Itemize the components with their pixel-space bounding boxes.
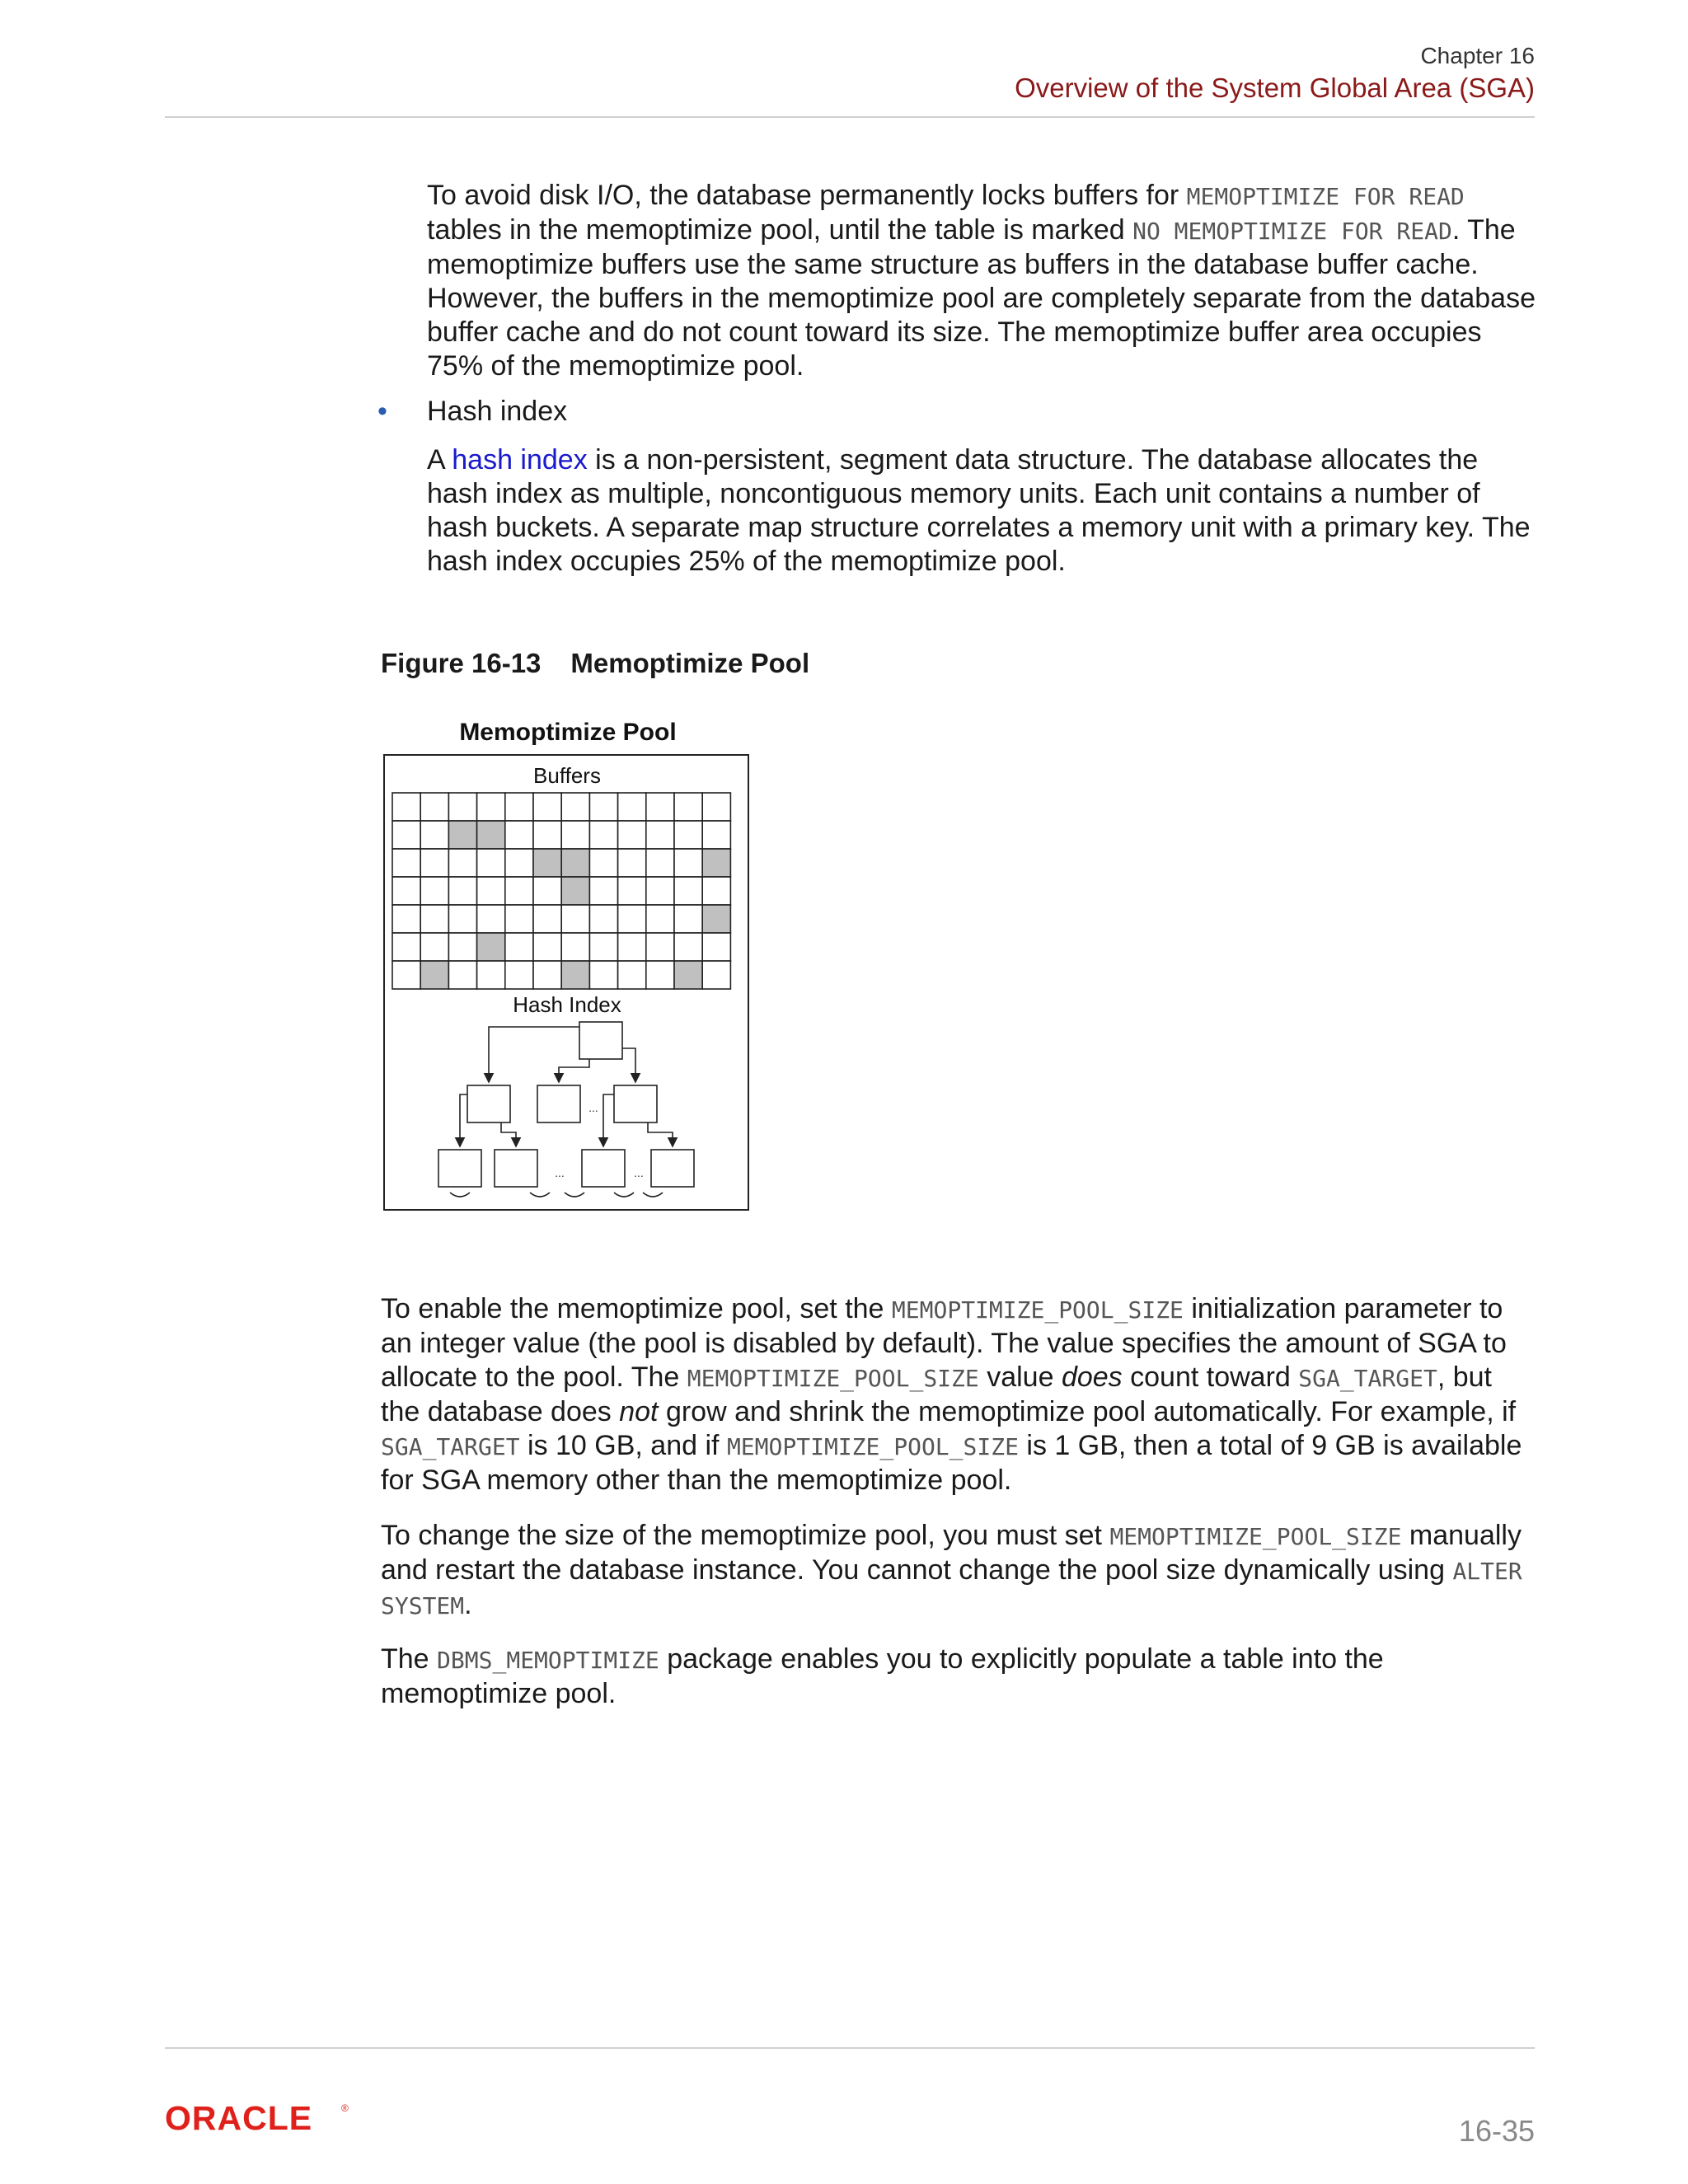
buffer-cell	[533, 793, 561, 821]
buffer-cell	[477, 877, 505, 905]
leaf-node	[438, 1150, 481, 1187]
buffer-cell	[533, 961, 561, 989]
text: manually and restart the database instance. You cannot change the pool size dynamically using	[381, 1520, 1522, 1586]
chapter-label: Chapter 16	[1420, 43, 1535, 68]
footer-divider	[165, 2047, 1535, 2049]
buffers-grid	[392, 793, 730, 989]
buffer-cell	[420, 905, 448, 933]
text: To avoid disk I/O, the database permanently locks buffers for	[427, 180, 1187, 211]
text: initialization parameter to an integer value (the pool is disabled by default). The value specifies the amount of SGA to allocate to the pool. The	[381, 1293, 1507, 1393]
buffer-cell	[618, 933, 646, 961]
buffer-cell	[589, 849, 617, 877]
buffer-cell	[646, 821, 674, 849]
bullet-marker: •	[377, 396, 387, 427]
ellipsis: ...	[634, 1166, 644, 1179]
buffer-cell	[420, 877, 448, 905]
buffer-cell	[533, 877, 561, 905]
buffer-cell	[448, 933, 476, 961]
text: To enable the memoptimize pool, set the	[381, 1293, 892, 1324]
buffer-cell	[392, 821, 420, 849]
buffer-cell	[674, 821, 702, 849]
ellipsis: ...	[588, 1101, 598, 1114]
buffer-cell	[477, 793, 505, 821]
buffer-cell	[505, 933, 533, 961]
buffer-cell	[561, 821, 589, 849]
buffer-cell	[702, 793, 730, 821]
hash-index-tree	[438, 1022, 694, 1197]
emphasis: not	[619, 1396, 659, 1427]
buffer-cell	[533, 821, 561, 849]
section-title: Overview of the System Global Area (SGA)	[1015, 73, 1535, 103]
text: tables in the memoptimize pool, until the table is marked	[427, 214, 1133, 246]
figure-number: Figure 16-13	[381, 648, 542, 678]
buffer-cell	[646, 905, 674, 933]
hash-index-label: Hash Index	[513, 992, 621, 1017]
leaf-node	[582, 1150, 625, 1187]
code-term: SGA_TARGET	[381, 1433, 520, 1460]
text: is 1 GB, then a total of 9 GB is available for SGA memory other than the memoptimize pool.	[381, 1430, 1522, 1496]
buffer-cell	[561, 933, 589, 961]
buffer-cell	[589, 877, 617, 905]
text: count toward	[1122, 1361, 1299, 1393]
ellipsis: ...	[555, 1166, 565, 1179]
figure-title: Memoptimize Pool	[570, 648, 810, 678]
code-term: SGA_TARGET	[1298, 1365, 1437, 1392]
buffer-cell	[420, 849, 448, 877]
page-number: 16-35	[1458, 2114, 1535, 2148]
root-node	[579, 1022, 622, 1059]
text: A	[427, 444, 452, 476]
buffers-label: Buffers	[533, 763, 601, 788]
buffer-cell	[392, 961, 420, 989]
buffer-cell-locked	[702, 849, 730, 877]
level1-node	[467, 1085, 510, 1122]
buffer-cell	[420, 793, 448, 821]
text: is 10 GB, and if	[519, 1430, 727, 1461]
buffer-cell	[674, 849, 702, 877]
buffer-cell	[448, 793, 476, 821]
paragraph-hash-index	[427, 443, 1536, 579]
buffer-cell	[392, 793, 420, 821]
buffer-cell-locked	[561, 877, 589, 905]
buffer-cell	[702, 877, 730, 905]
paragraph-change-size	[381, 1519, 1536, 1623]
text: The	[381, 1643, 438, 1675]
buffer-cell	[589, 793, 617, 821]
code-term: MEMOPTIMIZE FOR READ	[1186, 183, 1465, 210]
buffer-cell	[646, 961, 674, 989]
buffer-cell	[392, 905, 420, 933]
buffer-cell-locked	[561, 849, 589, 877]
buffer-cell	[477, 849, 505, 877]
buffer-cell	[392, 877, 420, 905]
text: is a non-persistent, segment data structure. The database allocates the hash index as multiple, noncontiguous memory units. Each unit contains a number of hash buckets. A separate map structure correlates a memory unit with a primary key. The hash index occupies 25% of the memoptimize pool.	[427, 444, 1531, 577]
buffer-cell	[702, 821, 730, 849]
text: .	[464, 1589, 472, 1620]
buffer-cell	[589, 821, 617, 849]
buffer-cell-locked	[702, 905, 730, 933]
buffer-cell	[477, 905, 505, 933]
bullet-label-hash-index: Hash index	[427, 396, 568, 427]
level1-node	[614, 1085, 657, 1122]
paragraph-dbms-package	[381, 1643, 1536, 1711]
buffer-cell	[589, 961, 617, 989]
buffer-cell	[505, 821, 533, 849]
oracle-logo-text: ORACLE	[165, 2100, 313, 2136]
buffer-cell	[477, 961, 505, 989]
buffer-cell	[674, 793, 702, 821]
code-term: MEMOPTIMIZE_POOL_SIZE	[891, 1296, 1184, 1324]
paragraph-memoptimize-buffers	[427, 179, 1536, 383]
leaf-node	[495, 1150, 537, 1187]
code-term: MEMOPTIMIZE_POOL_SIZE	[726, 1433, 1019, 1460]
buffer-cell	[646, 933, 674, 961]
diagram-title: Memoptimize Pool	[459, 719, 677, 746]
buffer-cell-locked	[420, 961, 448, 989]
code-term: ALTER SYSTEM	[381, 1558, 1522, 1619]
buffer-cell	[505, 961, 533, 989]
buffer-cell	[618, 821, 646, 849]
hash-index-link[interactable]: hash index	[452, 444, 588, 476]
buffer-cell	[618, 961, 646, 989]
text: To change the size of the memoptimize pool, you must set	[381, 1520, 1110, 1551]
code-term: MEMOPTIMIZE_POOL_SIZE	[1109, 1523, 1402, 1550]
emphasis: does	[1061, 1361, 1123, 1393]
buffer-cell-locked	[477, 933, 505, 961]
buffer-cell	[533, 905, 561, 933]
registered-mark-icon: ®	[341, 2102, 349, 2114]
code-term: DBMS_MEMOPTIMIZE	[437, 1647, 659, 1674]
buffer-cell-locked	[533, 849, 561, 877]
buffer-cell	[674, 933, 702, 961]
oracle-logo	[165, 2100, 354, 2136]
header-divider	[165, 116, 1535, 118]
buffer-cell	[589, 933, 617, 961]
buffer-cell	[618, 905, 646, 933]
buffer-cell-locked	[561, 961, 589, 989]
buffer-cell	[505, 793, 533, 821]
memoptimize-pool-diagram	[379, 710, 758, 1215]
code-term: NO MEMOPTIMIZE FOR READ	[1132, 218, 1452, 245]
leaf-node	[651, 1150, 694, 1187]
buffer-cell	[420, 933, 448, 961]
buffer-cell	[646, 793, 674, 821]
buffer-cell	[674, 905, 702, 933]
buffer-cell	[646, 849, 674, 877]
buffer-cell	[392, 849, 420, 877]
paragraph-enable-pool	[381, 1292, 1536, 1497]
text: , but the database does	[381, 1361, 1492, 1427]
buffer-cell	[674, 877, 702, 905]
buffer-cell-locked	[448, 821, 476, 849]
code-term: MEMOPTIMIZE_POOL_SIZE	[687, 1365, 979, 1392]
buffer-cell	[561, 793, 589, 821]
level1-node	[537, 1085, 580, 1122]
buffer-cell	[420, 821, 448, 849]
buffer-cell	[618, 877, 646, 905]
text: value	[978, 1361, 1062, 1393]
buffer-cell-locked	[477, 821, 505, 849]
buffer-cell	[646, 877, 674, 905]
buffer-cell	[505, 849, 533, 877]
buffer-cell	[392, 933, 420, 961]
buffer-cell	[448, 877, 476, 905]
buffer-cell	[533, 933, 561, 961]
text: grow and shrink the memoptimize pool automatically. For example, if	[658, 1396, 1517, 1427]
buffer-cell	[448, 849, 476, 877]
buffer-cell	[505, 905, 533, 933]
buffer-cell	[561, 905, 589, 933]
text: . The memoptimize buffers use the same structure as buffers in the database buffer cache. However, the buffers in the memoptimize pool are completely separate from the database buffer cache and do not count toward its size. The memoptimize buffer area occupies 75% of the memoptimize pool.	[427, 214, 1536, 382]
buffer-cell	[448, 961, 476, 989]
buffer-cell	[702, 961, 730, 989]
buffer-cell	[618, 793, 646, 821]
buffer-cell	[702, 933, 730, 961]
buffer-cell-locked	[674, 961, 702, 989]
figure-caption	[381, 648, 809, 679]
buffer-cell	[589, 905, 617, 933]
buffer-cell	[448, 905, 476, 933]
text: package enables you to explicitly populate a table into the memoptimize pool.	[381, 1643, 1384, 1709]
buffer-cell	[618, 849, 646, 877]
buffer-cell	[505, 877, 533, 905]
